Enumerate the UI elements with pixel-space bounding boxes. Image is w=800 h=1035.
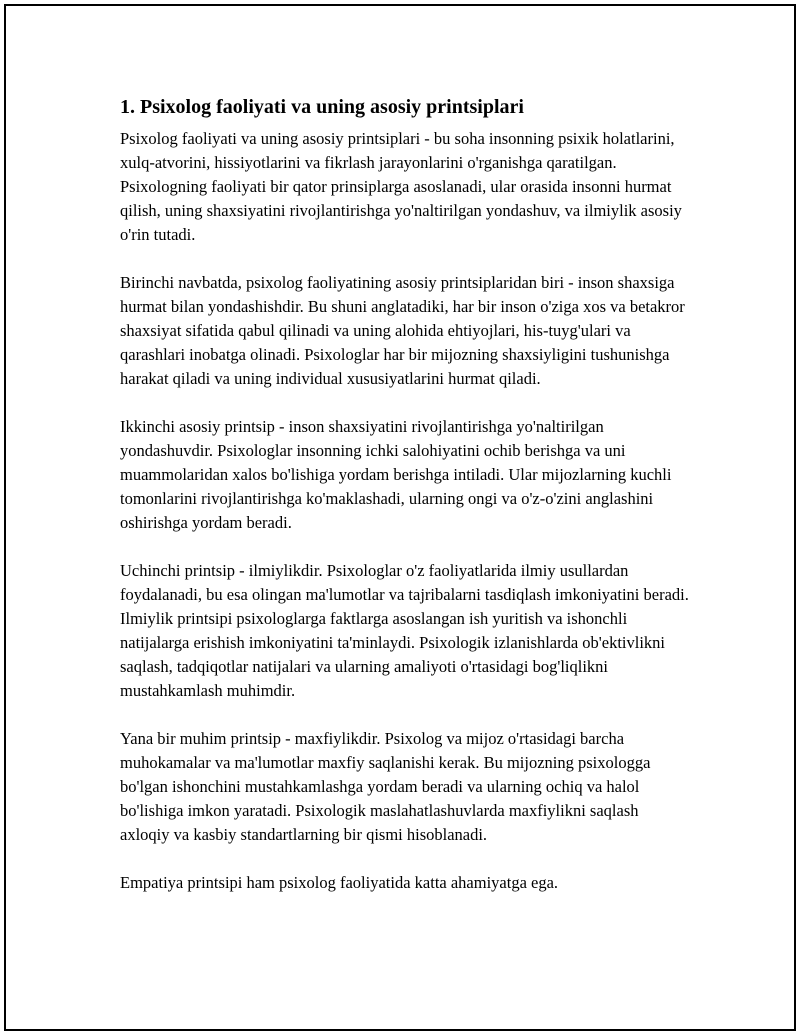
paragraph-5: Yana bir muhim printsip - maxfiylikdir. Psixolog va mijoz o'rtasidagi barcha muhokamalar va ma'lumotlar maxfiy saqlanishi kerak. Bu mijozning psixologga bo'lgan ishonchini mustahkamlashga yordam beradi va ularning ochiq va halol bo'lishiga imkon yaratadi. Psixologik maslahatlashuvlarda maxfiylikni saqlash axloqiy va kasbiy standartlarning bir qismi hisoblanadi. xyxy=(120,729,651,844)
paragraph-2: Birinchi navbatda, psixolog faoliyatining asosiy printsiplaridan biri - inson shaxsiga hurmat bilan yondashishdir. Bu shuni anglatadiki, har bir inson o'ziga xos va betakror shaxsiyat sifatida qabul qilinadi va uning alohida ehtiyojlari, his-tuyg'ulari va qarashlari inobatga olinadi. Psixologlar har bir mijozning shaxsiyligini tushunishga harakat qiladi va uning individual xususiyatlarini hurmat qiladi. xyxy=(120,273,685,388)
paragraph-6: Empatiya printsipi ham psixolog faoliyatida katta ahamiyatga ega. xyxy=(120,873,559,892)
paragraph-1: Psixolog faoliyati va uning asosiy printsiplari - bu soha insonning psixik holatlarini, xulq-atvorini, hissiyotlarini va fikrlash jarayonlarini o'rganishga qaratilgan. Psixologning faoliyati bir qator prinsiplarga asoslanadi, ular orasida insonni hurmat qilish, uning shaxsiyatini rivojlantirishga yo'naltirilgan yondashuv, va ilmiylik asosiy o'rin tutadi. xyxy=(120,129,682,244)
section-title: 1. Psixolog faoliyati va uning asosiy printsiplari xyxy=(120,96,524,118)
paragraph-3: Ikkinchi asosiy printsip - inson shaxsiyatini rivojlantirishga yo'naltirilgan yondashuvdir. Psixologlar insonning ichki salohiyatini ochib berishga va uni muammolaridan xalos bo'lishiga yordam berishga intiladi. Ular mijozlarning kuchli tomonlarini rivojlantirishga ko'maklashadi, ularning ongi va o'z-o'zini anglashini oshirishga yordam beradi. xyxy=(120,417,672,532)
document-content xyxy=(120,94,690,895)
document-page xyxy=(4,4,796,1031)
paragraph-4: Uchinchi printsip - ilmiylikdir. Psixologlar o'z faoliyatlarida ilmiy usullardan foydalanadi, bu esa olingan ma'lumotlar va tajribalarni tasdiqlash imkoniyatini beradi. Ilmiylik printsipi psixologlarga faktlarga asoslangan ish yuritish va ishonchli natijalarga erishish imkoniyatini ta'minlaydi. Psixologik izlanishlarda ob'ektivlikni saqlash, tadqiqotlar natijalari va ularning amaliyoti o'rtasidagi bog'liqlikni mustahkamlash muhimdir. xyxy=(120,561,689,700)
